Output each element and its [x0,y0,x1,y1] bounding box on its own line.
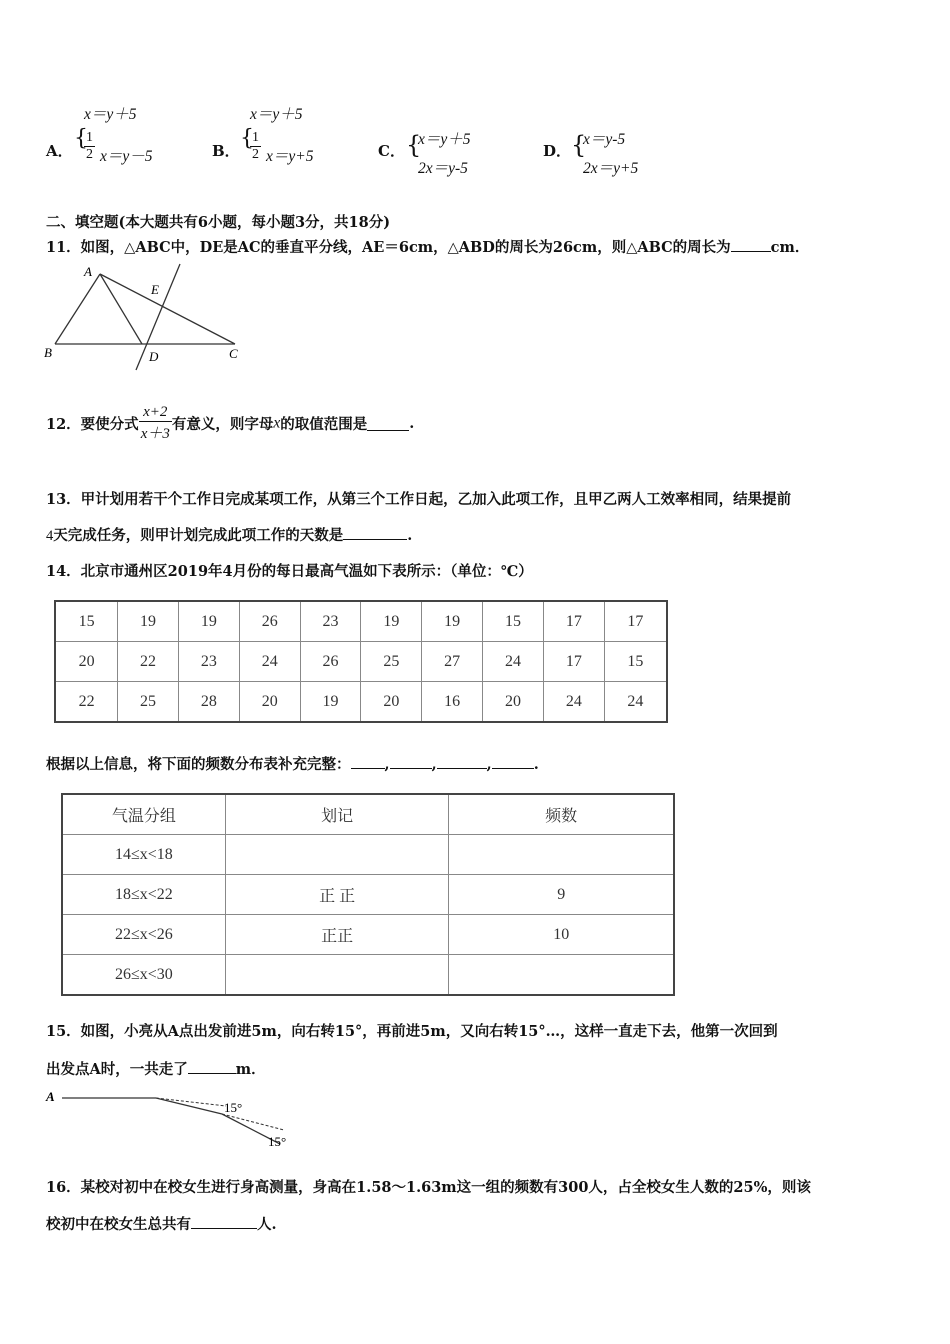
temperature-row [55,682,667,723]
temperature-cell: 19 [118,601,179,642]
q12-suffix: 有意义，则字母 [171,416,274,433]
q12-suffix2: 的取值范围是 [280,416,368,433]
temperature-cell: 22 [118,642,179,682]
temperature-cell: 24 [239,642,300,682]
tally-cell[interactable] [225,835,449,875]
question-15-line1: 15．如图，小亮从A点出发前进5m，向右转15°，再前进5m，又向右转15°…，这样一直走下去，他第一次回到 [46,1023,778,1040]
tally-cell: 正 正 [225,875,449,915]
group-cell: 18≤x<22 [62,875,225,915]
count-cell[interactable] [449,955,674,996]
group-cell: 14≤x<18 [62,835,225,875]
label-e: E [151,282,159,297]
option-b-fraction: $\frac{1}{2}$ [252,130,259,162]
group-cell: 22≤x<26 [62,915,225,955]
tally-cell[interactable] [225,955,449,996]
temperature-cell: 16 [422,682,483,723]
temperature-cell: 17 [604,601,667,642]
q14-blank-3[interactable] [437,754,487,769]
temperature-cell: 22 [55,682,118,723]
option-a-eq2: x＝y－5 [100,148,153,165]
temperature-cell: 15 [55,601,118,642]
option-d[interactable] [543,125,673,185]
frequency-header-row [62,794,674,835]
q13-end: . [407,527,413,544]
frequency-header-cell: 频数 [449,794,674,835]
q11-blank[interactable] [731,237,771,252]
brace-icon: { [571,131,587,159]
option-d-eq1: x＝y-5 [583,131,626,148]
temperature-cell: 17 [543,601,604,642]
frequency-table [61,793,675,996]
frequency-row [62,835,674,875]
temperature-cell: 20 [483,682,544,723]
frequency-row [62,915,674,955]
question-15-line2 [46,1058,266,1079]
tally-cell: 正正 [225,915,449,955]
q14-blank-2[interactable] [390,754,432,769]
temperature-cell: 15 [483,601,544,642]
q15-text: 出发点A时，一共走了 [46,1061,188,1078]
count-cell: 9 [449,875,674,915]
option-c-letter: C． [378,142,405,160]
temperature-cell: 20 [361,682,422,723]
q13-blank[interactable] [343,525,407,540]
question-12 [46,404,414,454]
q13-number: 4 [46,528,54,544]
option-b-letter: B． [212,142,240,160]
angle-label-2: 15° [268,1134,287,1149]
q16-text: 校初中在校女生总共有 [46,1216,191,1233]
option-c-eq2: 2x＝y-5 [418,160,468,177]
temperature-cell: 26 [300,642,361,682]
option-b-eq2: x＝y+5 [266,148,314,165]
temperature-cell: 15 [604,642,667,682]
question-11 [46,236,809,257]
question-14-fill: 根据以上信息，将下面的频数分布表补充完整： , , , . [46,756,539,773]
label-d: D [149,349,159,364]
question-16-line2 [46,1213,277,1234]
option-a[interactable] [46,100,186,182]
angle-label-1: 15° [224,1100,243,1115]
temperature-cell: 28 [178,682,239,723]
temperature-cell: 19 [178,601,239,642]
q14-blank-4[interactable] [492,754,534,769]
temperature-cell: 24 [483,642,544,682]
temperature-row [55,642,667,682]
group-cell: 26≤x<30 [62,955,225,996]
option-c[interactable] [378,125,508,185]
temperature-cell: 17 [543,642,604,682]
q12-fraction: $\frac{x+2}{x+3}$ [140,404,170,442]
brace-icon: { [74,126,88,151]
label-b: B [44,345,52,360]
option-a-eq1: x＝y＋5 [84,106,137,123]
temperature-row [55,601,667,642]
label-a: A [46,1089,55,1104]
option-a-fraction: $\frac{1}{2}$ [86,130,93,162]
q14-blank-1[interactable] [351,754,385,769]
brace-icon: { [240,126,254,151]
triangle-figure [40,262,250,374]
option-c-eq1: x＝y＋5 [418,131,471,148]
q12-var: x [273,414,281,432]
question-16-line1: 16．某校对初中在校女生进行身高测量，身高在1.58～1.63m这一组的频数有300人，占全校女生人数的25%，则该 [46,1179,811,1196]
walk-path-figure [44,1088,304,1152]
temperature-table [54,600,668,723]
q14-fill-text: 根据以上信息，将下面的频数分布表补充完整： [46,756,351,773]
label-a: A [84,264,92,279]
frequency-header-cell: 气温分组 [62,794,225,835]
temperature-cell: 20 [55,642,118,682]
temperature-cell: 19 [300,682,361,723]
frequency-header-cell: 划记 [225,794,449,835]
question-14: 14．北京市通州区2019年4月份的每日最高气温如下表所示：（单位：℃） [46,563,533,580]
q15-unit: m． [235,1061,266,1078]
temperature-cell: 25 [361,642,422,682]
temperature-cell: 24 [604,682,667,723]
option-a-letter: A． [46,142,73,160]
question-13-line2 [46,524,412,545]
temperature-cell: 27 [422,642,483,682]
temperature-cell: 19 [361,601,422,642]
q16-blank[interactable] [191,1214,257,1229]
option-d-letter: D． [543,142,572,160]
q12-prefix: 12．要使分式 [46,416,139,433]
option-d-eq2: 2x＝y+5 [583,160,639,177]
section-title: 二、填空题(本大题共有6小题，每小题3分，共18分) [46,214,391,231]
label-c: C [229,346,238,361]
q15-blank[interactable] [188,1059,236,1074]
q13-text: 天完成任务，则甲计划完成此项工作的天数是 [53,527,344,544]
brace-icon: { [406,131,422,159]
option-b-eq1: x＝y＋5 [250,106,303,123]
temperature-cell: 23 [178,642,239,682]
temperature-cell: 25 [118,682,179,723]
frequency-row [62,955,674,996]
count-cell: 10 [449,915,674,955]
option-b[interactable] [212,100,352,182]
temperature-cell: 19 [422,601,483,642]
question-13-line1: 13．甲计划用若干个工作日完成某项工作，从第三个工作日起，乙加入此项工作，且甲乙两人工效率相同，结果提前 [46,491,792,508]
temperature-cell: 24 [543,682,604,723]
q11-unit: cm． [770,239,810,256]
q12-blank[interactable] [367,416,409,431]
q11-text: 11．如图，△ABC中，DE是AC的垂直平分线，AE＝6cm，△ABD的周长为26cm，则△ABC的周长为 [46,239,731,256]
temperature-cell: 20 [239,682,300,723]
q16-end: 人. [257,1216,277,1233]
frequency-row [62,875,674,915]
count-cell[interactable] [449,835,674,875]
temperature-cell: 23 [300,601,361,642]
temperature-cell: 26 [239,601,300,642]
q12-end: . [409,415,415,432]
